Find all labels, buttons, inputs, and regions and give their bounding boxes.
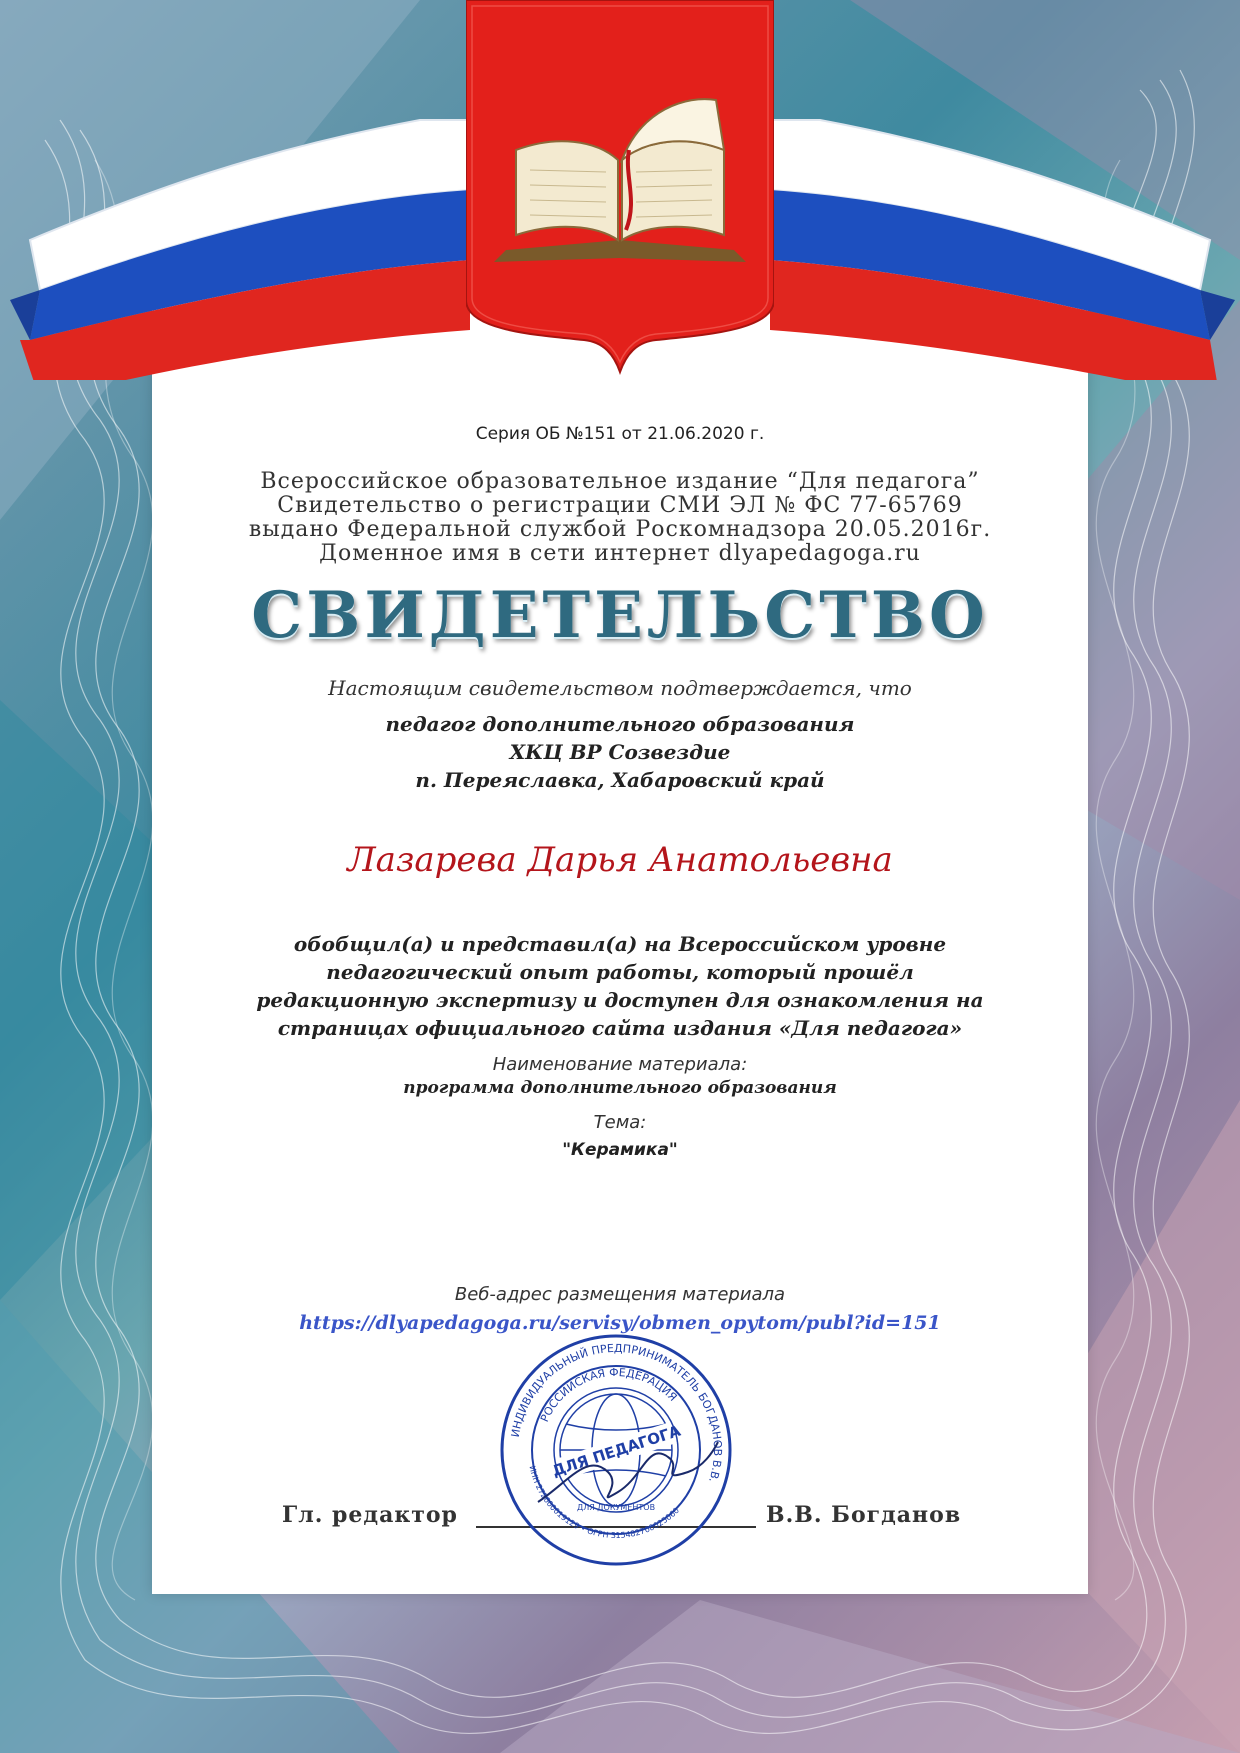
stamp-center-text: ДЛЯ ПЕДАГОГА xyxy=(549,1421,683,1481)
stamp-numbers: ИНН 272600019129 • ОГРН 315482700025060 xyxy=(527,1464,682,1541)
location-line: п. Переяславка, Хабаровский край xyxy=(415,768,825,792)
registration-line: Всероссийское образовательное издание “Для педагога” xyxy=(260,469,980,494)
organization-line: ХКЦ ВР Созвездие xyxy=(509,740,731,764)
series-number: Серия ОБ №151 от 21.06.2020 г. xyxy=(475,424,765,444)
certificate-body xyxy=(152,930,1088,1042)
official-stamp xyxy=(498,1332,734,1568)
registration-info xyxy=(152,470,1088,566)
coat-of-arms-book-icon xyxy=(466,0,774,380)
certificate-title: СВИДЕТЕЛЬСТВО xyxy=(251,578,989,653)
url-label: Веб-адрес размещения материала xyxy=(454,1284,786,1305)
stamp-bottom-text: ДЛЯ ДОКУМЕНТОВ xyxy=(576,1503,656,1512)
position-block xyxy=(152,710,1088,794)
registration-line: Свидетельство о регистрации СМИ ЭЛ № ФС 77-65769 xyxy=(277,493,963,518)
body-line: страницах официального сайта издания «Для педагога» xyxy=(277,1016,963,1040)
topic-label: Тема: xyxy=(593,1112,647,1133)
material-value: программа дополнительного образования xyxy=(403,1078,837,1098)
registration-line: Доменное имя в сети интернет dlyapedagoga.ru xyxy=(319,541,921,566)
recipient-name: Лазарева Дарья Анатольевна xyxy=(347,840,893,880)
material-url-link[interactable]: https://dlyapedagoga.ru/servisy/obmen_opytom/publ?id=151 xyxy=(299,1312,941,1334)
position-line: педагог дополнительного образования xyxy=(385,712,855,736)
body-line: педагогический опыт работы, который прошёл xyxy=(326,960,914,984)
signature-label: Гл. редактор xyxy=(282,1502,458,1528)
confirm-text: Настоящим свидетельством подтверждается, что xyxy=(328,676,912,700)
material-label: Наименование материала: xyxy=(492,1054,748,1075)
topic-value: "Керамика" xyxy=(562,1140,678,1160)
stamp-inner-text: РОССИЙСКАЯ ФЕДЕРАЦИЯ xyxy=(537,1365,680,1424)
editor-name: В.В. Богданов xyxy=(766,1502,962,1528)
body-line: обобщил(а) и представил(а) на Всероссийском уровне xyxy=(293,932,947,956)
body-line: редакционную экспертизу и доступен для ознакомления на xyxy=(256,988,984,1012)
registration-line: выдано Федеральной службой Роскомнадзора 20.05.2016г. xyxy=(248,517,992,542)
stamp-outer-text: ИНДИВИДУАЛЬНЫЙ ПРЕДПРИНИМАТЕЛЬ БОГДАНОВ В.В. xyxy=(508,1341,725,1485)
